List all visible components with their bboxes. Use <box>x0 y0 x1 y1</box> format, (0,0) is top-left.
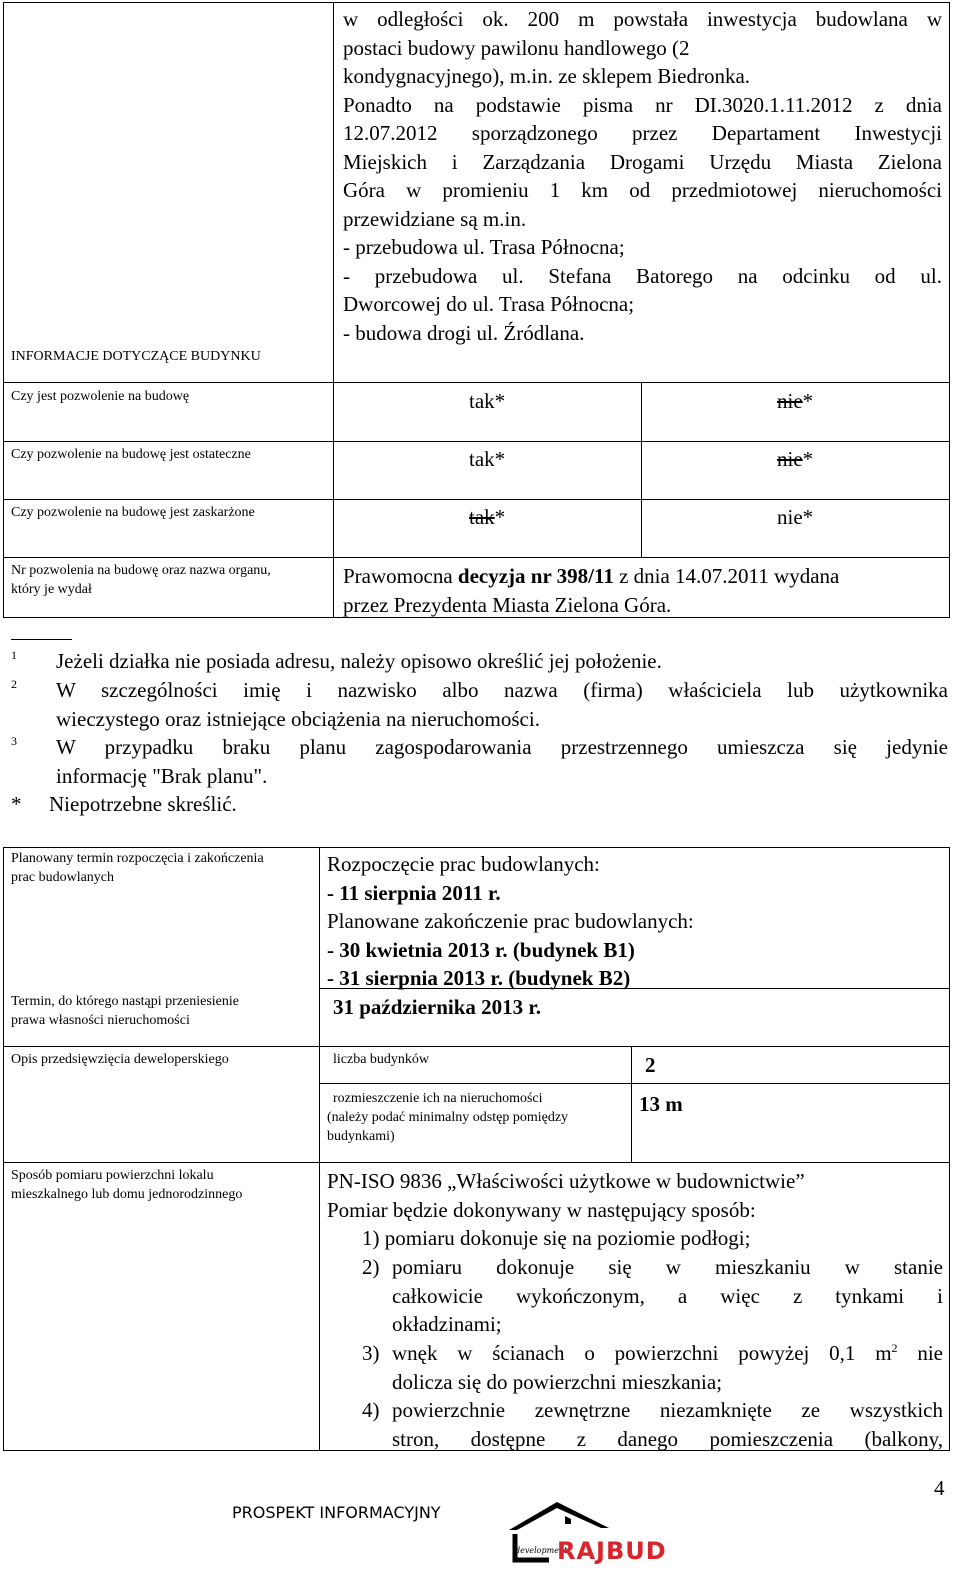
paragraph-line: Góra w promieniu 1 km od przedmiotowej nieruchomości <box>343 178 942 202</box>
footnote-separator <box>11 639 72 640</box>
standard-line: PN-ISO 9836 „Właściwości użytkowe w budownictwie” <box>327 1169 805 1193</box>
answer-tak-struck: tak* <box>469 505 506 529</box>
paragraph-line: postaci budowy pawilonu handlowego (2 <box>343 35 690 60</box>
rule <box>333 382 334 618</box>
rule <box>3 847 4 1451</box>
rule <box>3 499 950 500</box>
section-heading: INFORMACJE DOTYCZĄCE BUDYNKU <box>11 349 261 364</box>
paragraph-line: kondygnacyjnego), m.in. ze sklepem Biedronka. <box>343 64 751 88</box>
start-date: - 11 sierpnia 2011 r. <box>327 880 501 905</box>
rule <box>3 2 950 3</box>
footnote-text: Jeżeli działka nie posiada adresu, należy opisowo określić jej położenie. <box>56 649 662 673</box>
paragraph-line: - przebudowa ul. Stefana Batorego na odcinku od ul. <box>343 263 942 288</box>
building-count-value: 2 <box>645 1053 656 1077</box>
paragraph-line: Dworcowej do ul. Trasa Północna; <box>343 292 635 316</box>
footnote-text: Niepotrzebne skreślić. <box>49 792 237 816</box>
paragraph-line: - budowa drogi ul. Źródlana. <box>343 320 585 345</box>
rule <box>3 441 950 442</box>
paragraph-line: - przebudowa ul. Trasa Północna; <box>343 235 625 259</box>
paragraph-line: Ponadto na podstawie pisma nr DI.3020.1.11.2012 z dnia <box>343 92 942 117</box>
list-item: wnęk w ścianach o powierzchni powyżej 0,1 $m^2$ nie dolicza się do powierzchni mieszkania; <box>392 1341 943 1394</box>
term-values <box>327 850 694 993</box>
rule <box>3 2 4 618</box>
rule <box>949 2 950 618</box>
answer-nie: nie* <box>777 505 814 529</box>
measurement-text <box>327 1167 943 1253</box>
row-label-permit-appealed: Czy pozwolenie na budowę jest zaskarżone <box>11 505 255 520</box>
page-number: 4 <box>934 1476 945 1500</box>
term-label: Planowany termin rozpoczęcia i zakończenia prac budowlanych <box>11 851 264 885</box>
rajbud-logo <box>505 1494 680 1566</box>
row-label-permit-number: Nr pozwolenia na budowę oraz nazwa organu, który je wydał <box>11 563 271 597</box>
transfer-date: 31 października 2013 r. <box>333 995 542 1019</box>
rule <box>641 382 642 558</box>
rule <box>319 1083 950 1084</box>
footnote-number: 1 <box>11 648 17 662</box>
row-label-permit-final: Czy pozwolenie na budowę jest ostateczne <box>11 447 251 462</box>
footnote-text: W przypadku braku planu zagospodarowania przestrzennego umieszcza się jedynie informację "Brak planu". <box>56 735 948 788</box>
rule <box>631 1046 632 1163</box>
method-line: Pomiar będzie dokonywany w następujący sposób: <box>327 1197 756 1222</box>
list-number: 3) <box>362 1341 380 1365</box>
description-label: Opis przedsięwzięcia deweloperskiego <box>11 1052 229 1067</box>
rule <box>949 847 950 1451</box>
end-title: Planowane zakończenie prac budowlanych: <box>327 909 694 933</box>
rule <box>333 2 334 383</box>
answer-nie-struck: nie* <box>777 389 814 413</box>
location-paragraph <box>343 5 942 347</box>
list-item: powierzchnie zewnętrzne niezamknięte ze wszystkich stron, dostępne z danego pomieszczenia (balkony, <box>392 1398 943 1451</box>
permit-decision: Prawomocna decyzja nr 398/11 z dnia 14.07.2011 wydana przez Prezydenta Miasta Zielona Góra. <box>343 564 840 617</box>
building-count-label: liczba budynków <box>333 1052 430 1067</box>
footer-title: PROSPEKT INFORMACYJNY <box>232 1503 441 1522</box>
rule <box>3 557 950 558</box>
rule <box>319 847 320 1451</box>
paragraph-line: w odległości ok. 200 m powstała inwestycja budowlana w <box>343 7 942 31</box>
start-title: Rozpoczęcie prac budowlanych: <box>327 852 600 876</box>
footnote-star: * <box>11 792 22 816</box>
footnote-number: 3 <box>11 734 17 748</box>
row-label-permit-exists: Czy jest pozwolenie na budowę <box>11 389 190 404</box>
footnote-number: 2 <box>11 677 17 691</box>
paragraph-line: przewidziane są m.in. <box>343 206 527 231</box>
rule <box>3 847 950 848</box>
logo-text: RAJBUD <box>557 1537 667 1565</box>
end-date-b1: - 30 kwietnia 2013 r. (budynek B1) <box>327 937 635 962</box>
rule <box>3 1046 950 1047</box>
paragraph-line: 12.07.2012 sporządzonego przez Departament Inwestycji <box>343 121 942 145</box>
list-item: pomiaru dokonuje się w mieszkaniu w stanie całkowicie wykończonym, a więc z tynkami i okładzinami; <box>392 1255 943 1336</box>
answer-tak: tak* <box>469 447 506 471</box>
placement-value: 13 m <box>639 1092 683 1116</box>
placement-label: rozmieszczenie ich na nieruchomości (należy podać minimalny odstęp pomiędzy budynkami) <box>327 1091 569 1144</box>
answer-tak: tak* <box>469 389 506 413</box>
list-number: 2) <box>362 1255 380 1279</box>
end-date-b2: - 31 sierpnia 2013 r. (budynek B2) <box>327 966 631 990</box>
rule <box>3 1162 950 1163</box>
footnote-text: W szczególności imię i nazwisko albo nazwa (firma) właściciela lub użytkownika wieczystego oraz istniejące obciążenia na nieruchomości. <box>56 678 948 731</box>
rule <box>3 382 950 383</box>
logo-tagline: development <box>515 1546 568 1555</box>
list-number: 4) <box>362 1398 380 1422</box>
transfer-label: Termin, do którego nastąpi przeniesienie prawa własności nieruchomości <box>11 994 239 1028</box>
paragraph-line: Miejskich i Zarządzania Drogami Urzędu Miasta Zielona <box>343 149 942 174</box>
measurement-label: Sposób pomiaru powierzchni lokalu mieszkalnego lub domu jednorodzinnego <box>11 1168 243 1202</box>
answer-nie-struck: nie* <box>777 447 814 471</box>
list-item: 1) pomiaru dokonuje się na poziomie podłogi; <box>362 1226 751 1250</box>
